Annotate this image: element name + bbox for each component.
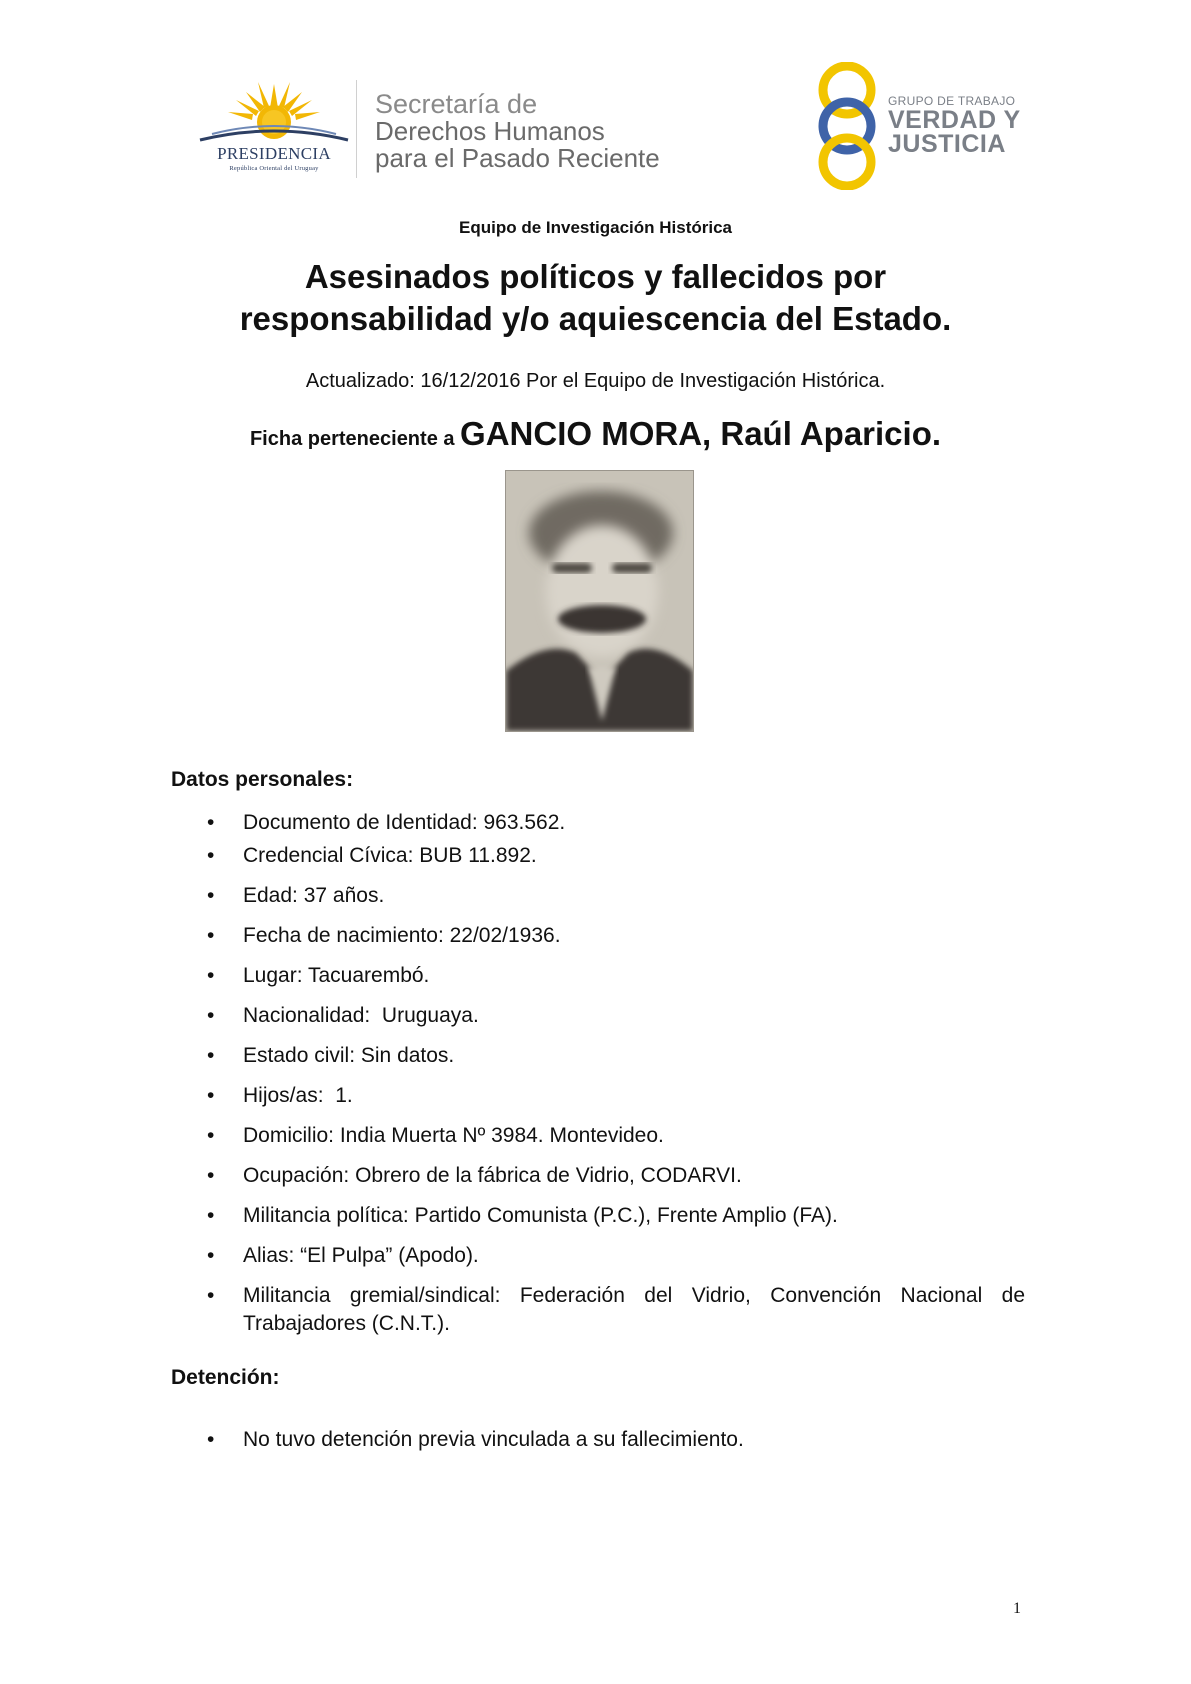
item-text: Ocupación: Obrero de la fábrica de Vidrio, CODARVI. [243,1164,742,1187]
bullet: • [207,1164,215,1187]
secretaria-line-3: para el Pasado Reciente [375,143,660,173]
list-item [0,1002,1025,1030]
bullet: • [207,1084,215,1107]
bullet: • [207,964,215,987]
grupo-text [888,94,1038,156]
bullet: • [207,1004,215,1027]
list-item [0,1202,1025,1230]
item-text: Nacionalidad: Uruguaya. [243,1004,479,1027]
item-text: Credencial Cívica: BUB 11.892. [243,844,537,867]
list-item [0,1426,1025,1454]
list-item [0,809,1025,837]
list-item [0,882,1025,910]
datos-personales-list [0,809,1191,1338]
grupo-line-3: JUSTICIA [888,130,1006,158]
item-text: Domicilio: India Muerta Nº 3984. Montevideo. [243,1124,664,1147]
list-item [0,1082,1025,1110]
item-text: Edad: 37 años. [243,884,385,907]
bullet: • [207,1244,215,1267]
team-name: Equipo de Investigación Histórica [459,218,732,237]
list-item [0,962,1025,990]
bullet: • [207,1044,215,1067]
grupo-verdad-justicia-logo [812,62,1032,190]
logo-divider [356,80,357,178]
item-text: Militancia gremial/sindical: Federación del Vidrio, Convención Nacional de Trabajadores (C.N.T.). [243,1284,1025,1335]
ficha-prefix: Ficha perteneciente a [249,428,461,450]
item-text: Estado civil: Sin datos. [243,1044,455,1067]
bullet: • [207,1124,215,1147]
sun-emblem-icon [198,78,350,148]
item-text: Alias: “El Pulpa” (Apodo). [243,1244,479,1267]
list-item [0,842,1025,870]
grupo-line-2: VERDAD Y [888,106,1021,134]
secretaria-logo [375,90,705,172]
list-item [0,1282,1025,1338]
portrait-photo [505,470,694,732]
page-number: 1 [1013,1600,1021,1617]
list-item [0,922,1025,950]
list-item [0,1042,1025,1070]
bullet: • [207,924,215,947]
grupo-line-1: GRUPO DE TRABAJO [888,94,1016,108]
secretaria-line-2: Derechos Humanos [375,116,605,146]
secretaria-line-1: Secretaría de [375,89,538,119]
item-text: Fecha de nacimiento: 22/02/1936. [243,924,561,947]
list-item [0,1122,1025,1150]
linked-rings-icon [812,62,882,190]
detencion-list [0,1426,1191,1454]
portrait-image [506,471,693,731]
updated-note: Actualizado: 16/12/2016 Por el Equipo de Investigación Histórica. [305,370,886,392]
item-text: Hijos/as: 1. [243,1084,353,1107]
document-title-line-1: Asesinados políticos y fallecidos por [304,258,887,295]
detencion-heading: Detención: [171,1366,280,1389]
bullet: • [207,1284,215,1307]
presidencia-subtitle: República Oriental del Uruguay [229,165,319,172]
list-item [0,1162,1025,1190]
bullet: • [207,844,215,867]
bullet: • [207,811,215,834]
bullet: • [207,1204,215,1227]
datos-personales-heading: Datos personales: [171,768,354,791]
item-text: Documento de Identidad: 963.562. [243,811,566,834]
item-text: Lugar: Tacuarembó. [243,964,430,987]
ficha-heading [0,415,1191,453]
item-text: No tuvo detención previa vinculada a su fallecimiento. [243,1428,744,1451]
document-title [0,256,1191,340]
bullet: • [207,1428,215,1451]
presidencia-logo [198,78,350,178]
document-title-line-2: responsabilidad y/o aquiescencia del Estado. [239,300,952,337]
person-name: GANCIO MORA, Raúl Aparicio. [460,415,942,452]
presidencia-title: PRESIDENCIA [217,144,331,163]
list-item [0,1242,1025,1270]
item-text: Militancia política: Partido Comunista (P.C.), Frente Amplio (FA). [243,1204,838,1227]
bullet: • [207,884,215,907]
